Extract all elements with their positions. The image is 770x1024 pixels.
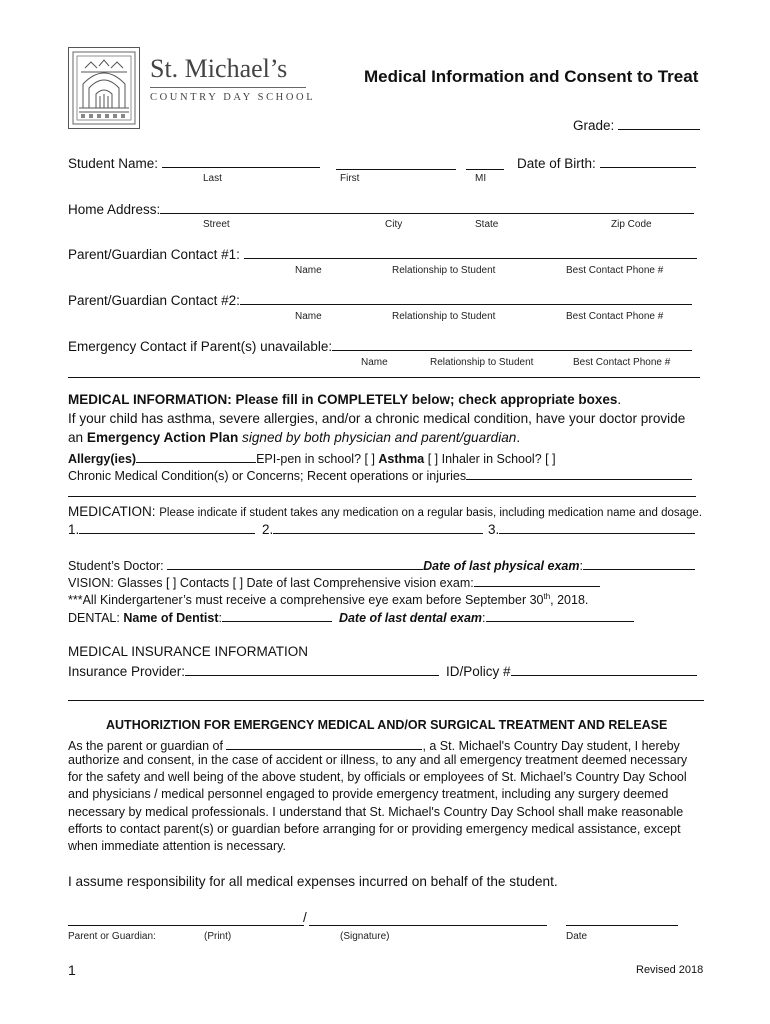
student-sub-last: Last xyxy=(203,173,222,184)
asthma-inhaler-checkboxes[interactable]: [ ] Inhaler in School? [ ] xyxy=(424,452,556,466)
medical-heading xyxy=(68,392,621,407)
physical-exam-label: Date of last physical exam xyxy=(423,559,580,573)
medication-2-row xyxy=(262,521,483,537)
kindergarten-note xyxy=(68,592,588,607)
authorization-intro xyxy=(68,737,680,753)
grade-input[interactable] xyxy=(618,117,700,130)
address-sub-street: Street xyxy=(203,219,230,230)
policy-input[interactable] xyxy=(511,663,697,676)
authorization-intro-pre: As the parent or guardian of xyxy=(68,739,227,753)
page-number: 1 xyxy=(68,962,76,978)
school-subtitle: COUNTRY DAY SCHOOL xyxy=(150,92,316,103)
emergency-sub-phone: Best Contact Phone # xyxy=(573,357,671,368)
medication-2-input[interactable] xyxy=(273,521,483,534)
medication-label: MEDICATION: xyxy=(68,504,160,519)
vision-exam-input[interactable] xyxy=(474,574,600,587)
contact1-sub-name: Name xyxy=(295,265,322,276)
medication-2-label: 2. xyxy=(262,522,274,537)
signature-label: (Signature) xyxy=(340,931,390,942)
contact2-sub-phone: Best Contact Phone # xyxy=(566,311,664,322)
contact2-sub-name: Name xyxy=(295,311,322,322)
epipen-checkbox[interactable]: EPI-pen in school? [ ] xyxy=(256,452,379,466)
student-name-label: Student Name: xyxy=(68,156,162,171)
medical-heading-end: . xyxy=(617,392,622,407)
emergency-extra-line[interactable] xyxy=(68,377,700,378)
chronic-input[interactable] xyxy=(466,467,692,480)
contact2-row xyxy=(68,292,692,308)
authorization-heading: AUTHORIZTION FOR EMERGENCY MEDICAL AND/OR SURGICAL TREATMENT AND RELEASE xyxy=(106,718,668,732)
parent-guardian-label: Parent or Guardian: xyxy=(68,931,156,942)
contact1-sub-relationship: Relationship to Student xyxy=(392,265,496,276)
kindergarten-note-sup: th xyxy=(543,592,551,601)
student-name-consent-input[interactable] xyxy=(226,737,422,750)
authorization-intro-post: , a St. Michael's Country Day student, I hereby xyxy=(422,739,680,753)
print-label: (Print) xyxy=(204,931,232,942)
medical-instruction-1: If your child has asthma, severe allergies, and/or a chronic medical condition, have your doctor provide xyxy=(68,411,686,426)
authorization-body xyxy=(68,752,708,855)
emergency-input[interactable] xyxy=(332,338,692,351)
medication-3-label: 3. xyxy=(488,522,500,537)
dental-exam-colon: : xyxy=(482,611,486,625)
school-name: St. Michael’s xyxy=(150,54,288,83)
authorization-line: when immediate attention is necessary. xyxy=(68,839,286,854)
vision-text[interactable]: VISION: Glasses [ ] Contacts [ ] Date of last Comprehensive vision exam: xyxy=(68,576,474,590)
authorization-line: for the safety and well being of the above student, by officials or employees of St. Michael’s Country Day School xyxy=(68,770,687,785)
insurance-heading: MEDICAL INSURANCE INFORMATION xyxy=(68,644,309,659)
asthma-label: Asthma xyxy=(378,452,425,466)
chronic-extra-line[interactable] xyxy=(68,496,696,497)
dental-row xyxy=(68,609,634,625)
chronic-label: Chronic Medical Condition(s) or Concerns; Recent operations or injuries xyxy=(68,469,467,483)
address-sub-state: State xyxy=(475,219,499,230)
medication-3-input[interactable] xyxy=(499,521,695,534)
contact2-sub-relationship: Relationship to Student xyxy=(392,311,496,322)
physical-exam-colon: : xyxy=(579,559,583,573)
physical-exam-input[interactable] xyxy=(583,557,695,570)
dentist-label: Name of Dentist xyxy=(123,611,219,625)
kindergarten-note-text: ***All Kindergartener’s must receive a comprehensive eye exam before September 30 xyxy=(68,593,544,608)
contact1-row xyxy=(68,246,697,262)
student-name-row xyxy=(68,155,320,171)
contact1-label: Parent/Guardian Contact #1: xyxy=(68,247,244,262)
medical-instruction-2 xyxy=(68,430,520,445)
allergy-row xyxy=(68,450,556,466)
medication-row xyxy=(68,503,702,521)
medication-1-input[interactable] xyxy=(79,521,255,534)
kindergarten-note-year: , 2018. xyxy=(550,593,589,608)
doctor-row xyxy=(68,557,695,573)
section-divider xyxy=(68,700,704,701)
dental-label: DENTAL: xyxy=(68,611,124,625)
emergency-sub-relationship: Relationship to Student xyxy=(430,357,534,368)
emergency-action-plan-text: Emergency Action Plan xyxy=(86,430,239,445)
print-name-line[interactable] xyxy=(68,925,304,926)
responsibility-statement: I assume responsibility for all medical expenses incurred on behalf of the student. xyxy=(68,874,558,889)
authorization-line: necessary by medical professionals. I understand that St. Michael's Country Day School shall make reasonable xyxy=(68,804,684,819)
address-sub-city: City xyxy=(385,219,403,230)
insurance-provider-row xyxy=(68,663,439,679)
dental-exam-input[interactable] xyxy=(486,609,634,622)
doctor-input[interactable] xyxy=(167,557,423,570)
student-mi-input[interactable] xyxy=(466,157,504,170)
medication-3-row xyxy=(488,521,695,537)
authorization-line: and physicians / medical personnel engaged to provide emergency treatment, including any surgery deemed xyxy=(68,787,669,802)
dentist-colon: : xyxy=(218,611,222,625)
dental-exam-label: Date of last dental exam xyxy=(338,611,483,625)
home-address-label: Home Address: xyxy=(68,202,161,217)
dentist-input[interactable] xyxy=(222,609,332,622)
medical-instruction-2-end: . xyxy=(516,430,521,445)
grade-row xyxy=(573,117,700,133)
medical-instruction-2-italic: signed by both physician and parent/guardian xyxy=(238,430,517,445)
grade-label: Grade: xyxy=(573,118,619,133)
student-last-name-input[interactable] xyxy=(162,155,320,168)
doctor-label: Student’s Doctor: xyxy=(68,559,168,573)
contact1-sub-phone: Best Contact Phone # xyxy=(566,265,664,276)
contact1-input[interactable] xyxy=(244,246,697,259)
emergency-row xyxy=(68,338,692,354)
medication-1-row xyxy=(68,521,255,537)
student-first-name-input[interactable] xyxy=(336,157,456,170)
signature-slash: / xyxy=(303,910,307,925)
contact2-input[interactable] xyxy=(240,292,692,305)
dob-label: Date of Birth: xyxy=(517,156,600,171)
authorization-line: authorize and consent, in the case of accident or illness, to any and all emergency treatment deemed necessary xyxy=(68,753,688,767)
insurance-provider-label: Insurance Provider: xyxy=(68,664,186,679)
allergy-label: Allergy(ies) xyxy=(68,452,137,466)
policy-row xyxy=(446,663,697,679)
allergy-input[interactable] xyxy=(136,450,256,463)
signature-line[interactable] xyxy=(309,925,547,926)
page-title: Medical Information and Consent to Treat xyxy=(364,67,699,86)
home-address-row xyxy=(68,201,694,217)
vision-row xyxy=(68,574,600,590)
dob-row xyxy=(517,155,696,171)
medication-1-label: 1. xyxy=(68,522,80,537)
student-sub-first: First xyxy=(340,173,360,184)
emergency-sub-name: Name xyxy=(361,357,388,368)
student-sub-mi: MI xyxy=(475,173,487,184)
home-address-input[interactable] xyxy=(160,201,694,214)
revised-date: Revised 2018 xyxy=(636,964,704,976)
emergency-label: Emergency Contact if Parent(s) unavailable: xyxy=(68,339,333,354)
medical-instruction-2-pre: an xyxy=(68,430,87,445)
medication-note: Please indicate if student takes any medication on a regular basis, including medication name and dosage. xyxy=(159,507,703,519)
medical-heading-text: MEDICAL INFORMATION: Please fill in COMPLETELY below; check appropriate boxes xyxy=(68,392,618,407)
school-crest-icon xyxy=(69,48,139,128)
date-label: Date xyxy=(566,931,588,942)
dob-input[interactable] xyxy=(600,155,696,168)
chronic-row xyxy=(68,467,692,483)
contact2-label: Parent/Guardian Contact #2: xyxy=(68,293,240,308)
address-sub-zip: Zip Code xyxy=(611,219,652,230)
date-line[interactable] xyxy=(566,925,678,926)
policy-label: ID/Policy # xyxy=(446,664,511,679)
school-logo xyxy=(68,47,140,129)
authorization-line: efforts to contact parent(s) or guardian before arranging for or providing emergency medical assistance, except xyxy=(68,821,681,836)
school-name-divider xyxy=(150,87,306,88)
insurance-provider-input[interactable] xyxy=(185,663,439,676)
